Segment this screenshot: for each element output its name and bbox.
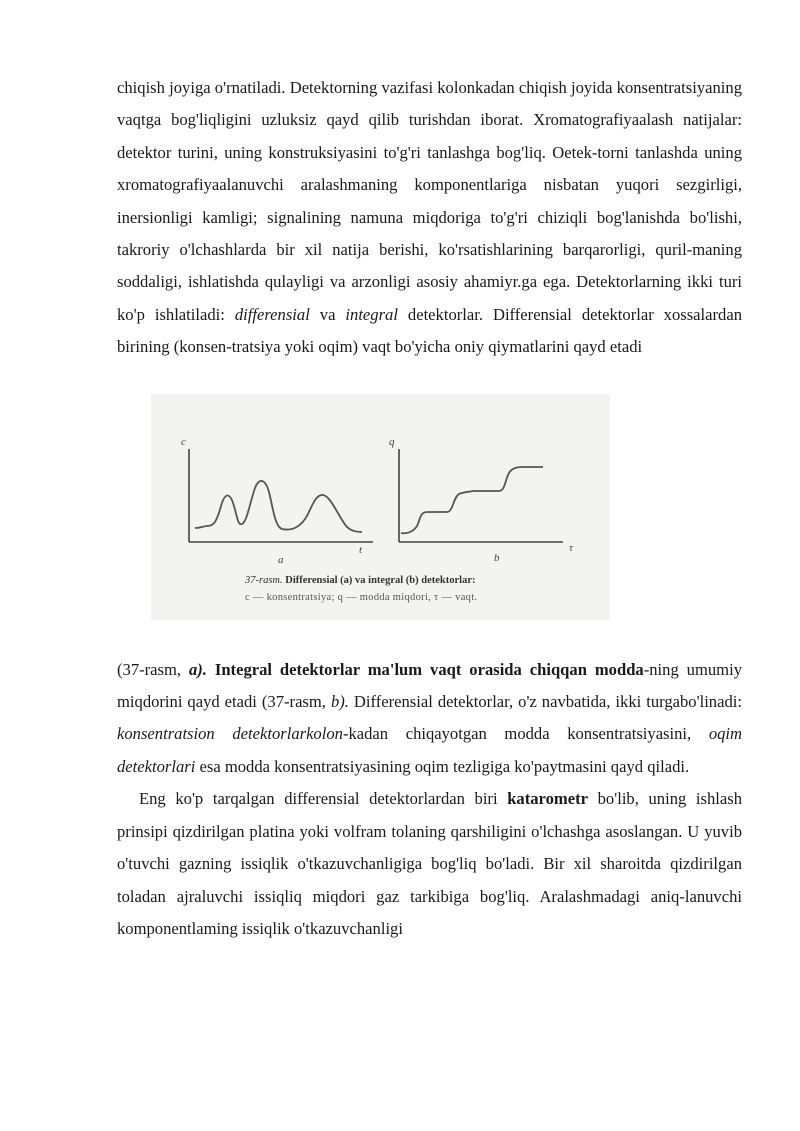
term-konsentratsion: konsentratsion detektorlarkolon — [117, 724, 343, 744]
paragraph-3 — [117, 783, 742, 945]
term-differensial: differensial — [234, 304, 310, 324]
fig-ref-b: b). — [330, 692, 349, 712]
para1-text-va: va — [309, 304, 346, 324]
page-content — [117, 72, 742, 945]
para2-text-e: esa modda konsentratsiyasining oqim tezligiga ko'paytmasini qayd qiladi. — [195, 756, 690, 776]
para2-text-a: (37-rasm, — [117, 659, 189, 679]
axis-label-t-b: τ — [569, 541, 573, 554]
differential-curve — [195, 481, 362, 532]
para2-text-b: -ning umumiy miqdorini qayd etadi (37-rasm, — [117, 659, 742, 712]
caption-legend: c — konsentratsiya; q — modda miqdori, τ — vaqt. — [245, 591, 478, 603]
term-integral: integral — [345, 304, 398, 324]
axis-label-q: q — [389, 435, 395, 448]
caption-number: 37-rasm. — [245, 574, 283, 586]
para1-text-b: detektorlar. Differensial detektorlar xossalardan birining (konsen-tratsiya yoki oqim) vaqt bo'yicha oniy qiymatlarini qayd etadi — [117, 304, 743, 357]
para2-text-c: Differensial detektorlar, o'z navbatida, ikki turgabo'linadi: — [348, 692, 742, 712]
term-katarometr: katarometr — [507, 789, 588, 809]
para3-text-b: bo'lib, uning ishlash prinsipi qizdirilgan platina yoki volfram tolaning qarshiligini o'lchashga asoslangan. U yuvib o'tuvchi gazning issiqlik o'tkazuvchanligiga bog'liq bo'ladi. Bir xil sharoitda qizdirilgan toladan ajraluvchi issiqliq miqdori gaz tarkibiga bog'liq. Aralashmadagi aniq-lanuvchi komponentlaming issiqlik o'tkazuvchanligi — [117, 789, 743, 938]
integral-detectors-bold: Integral detektorlar ma'lum vaqt orasida chiqqan modda — [206, 659, 644, 679]
axis-label-c: c — [181, 435, 186, 448]
axis-label-t-a: t — [359, 543, 363, 556]
integral-curve — [401, 467, 543, 533]
paragraph-2 — [117, 654, 742, 784]
term-oqim-detektorlari: oqim detektorlari — [117, 724, 742, 776]
fig-ref-a: a). — [188, 659, 207, 679]
figure-37 — [151, 394, 610, 620]
paragraph-1 — [117, 72, 742, 364]
panel-label-b: b — [494, 551, 500, 564]
para2-text-d: -kadan chiqayotgan modda konsentratsiyasini, — [342, 724, 709, 744]
panel-label-a: a — [278, 553, 284, 566]
para1-text-a: chiqish joyiga o'rnatiladi. Detektorning vazifasi kolonkadan chiqish joyida konsentratsiyaning vaqtga bog'liqligini uzluksiz qayd qilib turishdan iborat. Xromatografiyaalash natijalar: detektor turini, uning konstruksiyasini to'g'ri tanlashga bog'liq. Oetek-torni tanlashda uning xromatografiyaalanuvchi aralashmaning komponentlariga nisbatan yuqori sezgirligi, inersionligi kamligi; signalining namuna miqdoriga to'g'ri chiziqli bog'lanishda bo'lishi, takroriy o'lchashlarda bir xil natija berishi, ko'rsatishlarining barqarorligi, quril-maning soddaligi, ishlatishda qulayligi va arzonligi asosiy ahamiyr.ga ega. Detektorlarning ikki turi ko'p ishlatiladi: — [117, 78, 742, 324]
para3-text-a: Eng ko'p tarqalgan differensial detektorlardan biri — [139, 789, 508, 809]
figure-caption — [245, 572, 477, 606]
caption-title: Differensial (a) va integral (b) detektorlar: — [285, 574, 476, 586]
